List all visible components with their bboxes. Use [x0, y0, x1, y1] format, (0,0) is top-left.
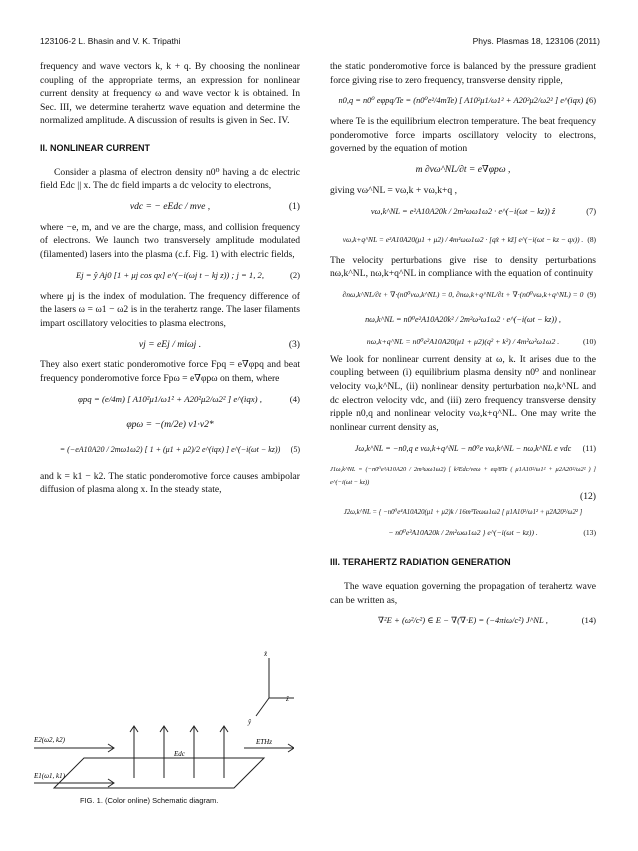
equation-13a: J2ω,k^NL = { −n0⁰e⁴A10A20(μ1 + μ2)k / 16m³Teωω1ω2 [ μ1A10²/ω1² + μ2A20²/ω2² ] — [343, 508, 583, 516]
equation-1: vdc = − eEdc / mνe , (1) — [129, 200, 300, 212]
left-column — [40, 60, 300, 497]
equation-3: vj = eEj / miωj . (3) — [138, 338, 300, 350]
paragraph: The velocity perturbations give rise to density perturbations nω,k^NL, nω,k+q^NL in compliance with the equation of continuity — [330, 254, 596, 280]
intro-paragraph: frequency and wave vectors k, k + q. By choosing the nonlinear coupling of the appropriate terms, an expression for nonlinear current density at frequency ω and wave vector k is obtained. In Sec. III, we determine terahertz wave equation and determine the normalized amplitude. A discussion of results is given in Sec. IV. — [40, 61, 300, 127]
header-right: Phys. Plasmas 18, 123106 (2011) — [472, 36, 600, 46]
paragraph: and k = k1 − k2. The static ponderomotive force causes ambipolar diffusion of plasma along x. In the steady state, — [40, 470, 300, 496]
equation-5b: = (−eA10A20 / 2mω1ω2) [ 1 + (μ1 + μ2)/2 e^(iqx) ] e^(−i(ωt − kz)) (5) — [59, 444, 300, 454]
section-heading-2: II. NONLINEAR CURRENT — [40, 142, 150, 153]
equation-11: Jω,k^NL = −n0,q e vω,k+q^NL − n0⁰e vω,k^NL − nω,k^NL e vdc (11) — [354, 443, 596, 453]
equation-4: φpq = (e/4m) [ A10²μ1/ω1² + A20²μ2/ω2² ] e^(iqx) , (4) — [77, 393, 300, 404]
paragraph: We look for nonlinear current density at ω, k. It arises due to the coupling between (i) equilibrium plasma density n0⁰ and nonlinear velocity vω,k^NL, (ii) nonlinear density perturbation nω,k^NL and dc electron velocity vdc, and (iii) zero frequency transverse density ripple n0,q and nonlinear velocity vω,k+q^NL. One may write the nonlinear current density as, — [330, 353, 596, 433]
equation-12: J1ω,k^NL = (−n0⁰e³A10A20 / 2m³ωω1ω2) [ k²Edc/νeω + eq/8Te ( μ1A10²/ω1² + μ2A20²/ω2² ) ] e^(−i(ωt − kz)) — [330, 465, 596, 487]
right-column — [330, 60, 596, 635]
equation-10a: nω,k^NL = n0⁰e²A10A20k² / 2m²ω²ω1ω2 · e^(−i(ωt − kz)) , — [365, 314, 561, 324]
edc-label: Edc — [174, 750, 185, 758]
section-heading-3: III. TERAHERTZ RADIATION GENERATION — [330, 557, 511, 568]
paragraph: giving vω^NL = vω,k + vω,k+q , — [330, 184, 457, 196]
paragraph: They also exert static ponderomotive force Fpq = e∇φpq and beat frequency ponderomotive force Fpω = e∇φpω on them, where — [40, 359, 300, 384]
y-axis-line — [256, 698, 269, 716]
equation-5a: φpω = −(m/2e) v1·v2* — [126, 418, 214, 430]
figure-caption: FIG. 1. (Color online) Schematic diagram. — [80, 796, 219, 805]
e2-label: E2(ω2, k2) — [34, 736, 65, 744]
paragraph: where Te is the equilibrium electron temperature. The beat frequency ponderomotive force imparts oscillatory velocity to electrons, governed by the equation of motion — [330, 116, 596, 155]
y-label: ŷ — [248, 718, 252, 726]
equation-motion: m ∂vω^NL/∂t = e∇φpω , — [415, 164, 511, 176]
paragraph: the static ponderomotive force is balanced by the pressure gradient force giving rise to zero frequency, transverse density ripple, — [330, 61, 596, 86]
equation-9: ∂nω,k^NL/∂t + ∇·(n0⁰vω,k^NL) = 0, ∂nω,k+q^NL/∂t + ∇·(n0⁰vω,k+q^NL) = 0 (9) — [342, 289, 596, 299]
equation-2: Ej = ŷ Aj0 [1 + μj cos qx] e^(−i(ωj t − kj z)) ; j = 1, 2, (2) — [76, 269, 300, 280]
header-left: 123106-2 L. Bhasin and V. K. Tripathi — [40, 36, 181, 46]
schematic-figure — [34, 648, 294, 808]
equation-13b: − n0⁰e³A10A20k / 2m²ωω1ω2 } e^(−i(ωt − kz)) . (13) — [388, 527, 596, 537]
equation-8: vω,k+q^NL = e²A10A20(μ1 + μ2) / 4m²ωω1ω2 · [qx̂ + kẑ] e^(−i(ωt − kz − qx)) . (8) — [342, 234, 596, 244]
paragraph: where μj is the index of modulation. The frequency difference of the lasers ω = ω1 − ω2 is in the terahertz range. The laser filaments impart oscillatory velocities to plasma electrons, — [40, 290, 300, 329]
ethz-label: ETHz — [256, 738, 272, 746]
z-label: ẑ — [286, 695, 289, 703]
e1-label: E1(ω1, k1) — [34, 772, 65, 780]
equation-6: n0,q = n0⁰ eφpq/Te = (n0⁰e²/4mTe) [ A10²μ1/ω1² + A20²μ2/ω2² ] e^(iqx) , (6) — [338, 96, 596, 106]
equation-14: ∇²E + (ω²/c²) ∈ E − ∇(∇·E) = (−4πiω/c²) J^NL , (14) — [378, 615, 596, 626]
paragraph: Consider a plasma of electron density n0⁰ having a dc electric field Edc || x. The dc field imparts a dc velocity to electrons, — [40, 166, 300, 192]
x-label: x̂ — [264, 650, 268, 658]
paragraph: where −e, m, and νe are the charge, mass, and collision frequency of electrons. We launch two transversely amplitude modulated (filamented) lasers into the plasma (c.f. Fig. 1) with electric fields, — [40, 221, 300, 260]
equation-10b: nω,k+q^NL = n0⁰e²A10A20(μ1 + μ2)(q² + k²) / 4m²ω²ω1ω2 . (10) — [366, 336, 596, 346]
equation-7: vω,k^NL = e²A10A20k / 2m²ωω1ω2 · e^(−i(ωt − kz)) ẑ (7) — [370, 206, 596, 216]
paragraph: The wave equation governing the propagation of terahertz wave can be written as, — [330, 580, 596, 606]
equation-12-number: (12) — [580, 490, 596, 502]
